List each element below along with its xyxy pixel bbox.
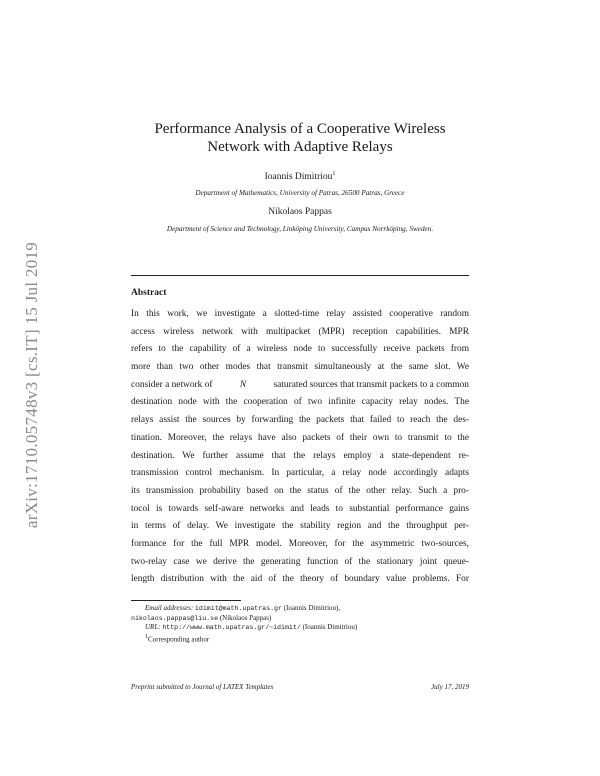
abstract-heading: Abstract — [131, 288, 167, 298]
abstract-line: destination. We further assume that the relays employ a state-dependent re- — [131, 450, 469, 461]
abstract-line: In this work, we investigate a slotted-time relay assisted cooperative random — [131, 309, 469, 319]
abstract-line: transmission control mechanism. In particular, a relay node accordingly adapts — [131, 468, 469, 479]
abstract-line: refers to the capability of a wireless node to successfully receive packets from — [131, 344, 469, 355]
abstract-line-part: consider a network of — [131, 379, 213, 390]
author-1-name: Ioannis Dimitriou — [264, 172, 333, 183]
footnote-emails-cont — [131, 614, 469, 624]
abstract-line: two-relay case we derive the generating function of the stationary joint queue- — [131, 556, 469, 567]
abstract-line — [131, 377, 469, 395]
abstract-top-rule — [131, 275, 469, 276]
corresponding-text: Corresponding author — [148, 635, 210, 644]
abstract-line: its transmission probability based on the status of the other relay. Such a pro- — [131, 485, 469, 496]
author-2-affiliation: Department of Science and Technology, Linköping University, Campus Norrköping, Sweden. — [166, 225, 434, 233]
url-link[interactable]: http://www.math.upatras.gr/~idimit/ — [162, 624, 301, 632]
title-line-1: Performance Analysis of a Cooperative Wireless — [154, 121, 446, 137]
footnote-rule — [131, 600, 241, 601]
footer-date: July 17, 2019 — [431, 683, 469, 691]
abstract-line: more than two other modes that transmit simultaneously at the same slot. We — [131, 362, 469, 373]
email-owner-2: (Nikolaos Pappas) — [219, 613, 272, 622]
email-label: Email addresses: — [145, 604, 194, 612]
math-variable-n: N — [239, 379, 247, 390]
abstract-line: formance for the full MPR model. Moreover, for the asymmetric two-sources, — [131, 538, 469, 549]
title-line-2: Network with Adaptive Relays — [207, 139, 393, 155]
footnote-emails — [131, 604, 469, 614]
abstract-line: in terms of delay. We investigate the stability region and the throughput per- — [131, 521, 469, 532]
author-2 — [100, 207, 500, 217]
corresponding-mark: 1 — [145, 633, 148, 640]
footnotes — [131, 604, 469, 645]
abstract-line-part: saturated sources that transmit packets to a common — [273, 379, 469, 390]
abstract-body — [131, 306, 469, 589]
abstract-line: destination node with the cooperation of two infinite capacity relay nodes. The — [131, 397, 469, 408]
email-owner-1: (Ioannis Dimitriou), — [283, 604, 341, 612]
arxiv-stamp — [22, 220, 42, 550]
abstract-line: tocol is towards self-aware networks and leads to substantial performance gains — [131, 503, 469, 514]
abstract-line: tination. Moreover, the relays have also packets of their own to transmit to the — [131, 432, 469, 443]
paper-title — [100, 120, 500, 156]
url-owner: (Ioannis Dimitriou) — [302, 623, 358, 632]
abstract-line: relays assist the sources by forwarding the packets that failed to reach the des- — [131, 415, 469, 426]
abstract-line: access wireless network with multipacket (MPR) reception capabilities. MPR — [131, 326, 469, 337]
author-1-footnote-mark: 1 — [332, 171, 336, 177]
author-2-name: Nikolaos Pappas — [268, 207, 332, 217]
author-1 — [100, 171, 500, 182]
abstract-line: length distribution with the aid of the theory of boundary value problems. For — [131, 574, 469, 585]
author-1-affiliation: Department of Mathematics, University of Patras, 26500 Patras, Greece — [195, 189, 405, 197]
email-link-2[interactable]: nikolaos.pappas@liu.se — [131, 614, 219, 622]
footnote-corresponding — [131, 633, 469, 645]
footnote-url — [131, 623, 469, 633]
arxiv-identifier: arXiv:1710.05748v3 [cs.IT] 15 Jul 2019 — [22, 241, 41, 529]
url-label: URL: — [145, 623, 161, 632]
email-link-1[interactable]: idimit@math.upatras.gr — [194, 605, 282, 612]
footer-preprint-note: Preprint submitted to Journal of LATEX Templates — [131, 683, 274, 691]
